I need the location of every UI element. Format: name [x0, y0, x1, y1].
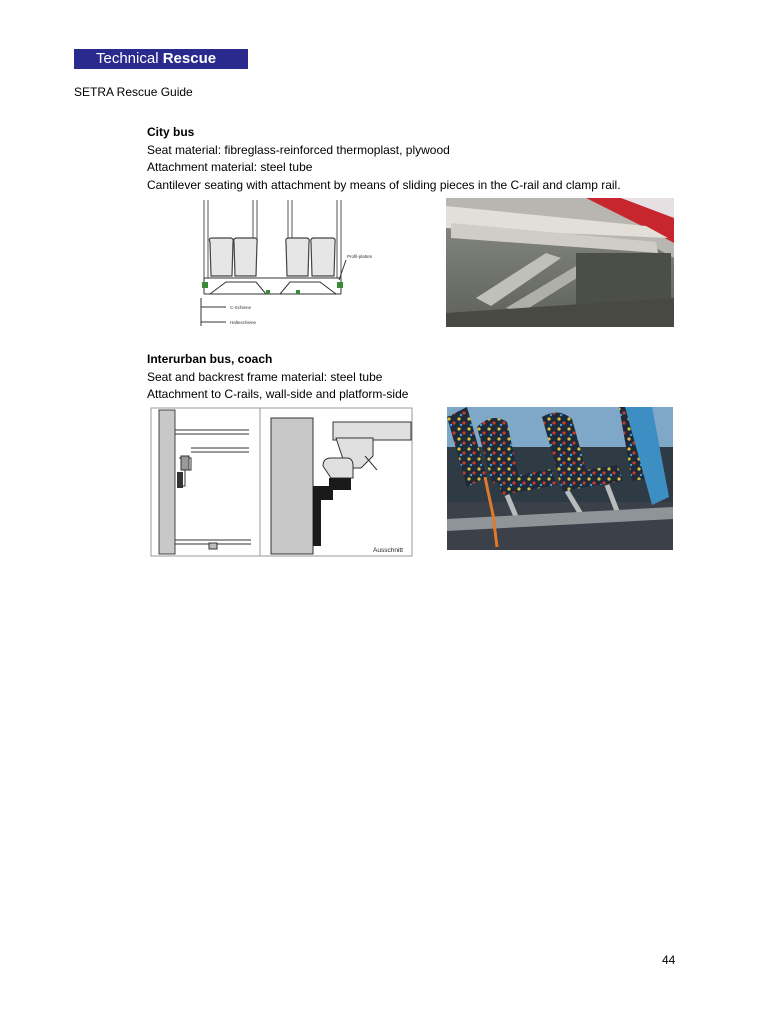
city-bus-seat-photo: [446, 198, 674, 327]
section-line: Seat and backrest frame material: steel tube: [147, 369, 383, 384]
banner-light-text: Technical: [96, 50, 159, 67]
section-line: Attachment to C-rails, wall-side and platform-side: [147, 387, 409, 401]
section-line: Attachment material: steel tube: [147, 160, 313, 174]
label-c-rail: C-Schiene: [230, 305, 252, 310]
label-profile: Profil-platten: [347, 254, 373, 259]
section-city-bus: [147, 124, 621, 194]
label-detail: Ausschnitt: [373, 547, 403, 554]
page-number: 44: [662, 953, 676, 967]
city-bus-seat-drawing: [196, 198, 373, 328]
label-clamp-rail: Halteschiene: [230, 320, 257, 325]
section-line: Cantilever seating with attachment by means of sliding pieces in the C-rail and clamp rail.: [147, 177, 621, 192]
section-interurban-coach: [147, 351, 408, 404]
header-banner: [74, 49, 248, 69]
section-heading: City bus: [147, 125, 195, 139]
coach-seat-drawing: [151, 408, 412, 556]
section-line: Seat material: fibreglass-reinforced thermoplast, plywood: [147, 142, 450, 157]
banner-bold-text: Rescue: [162, 50, 217, 67]
coach-seat-photo: [447, 407, 673, 550]
section-heading: Interurban bus, coach: [147, 352, 273, 366]
document-title: SETRA Rescue Guide: [74, 85, 193, 99]
